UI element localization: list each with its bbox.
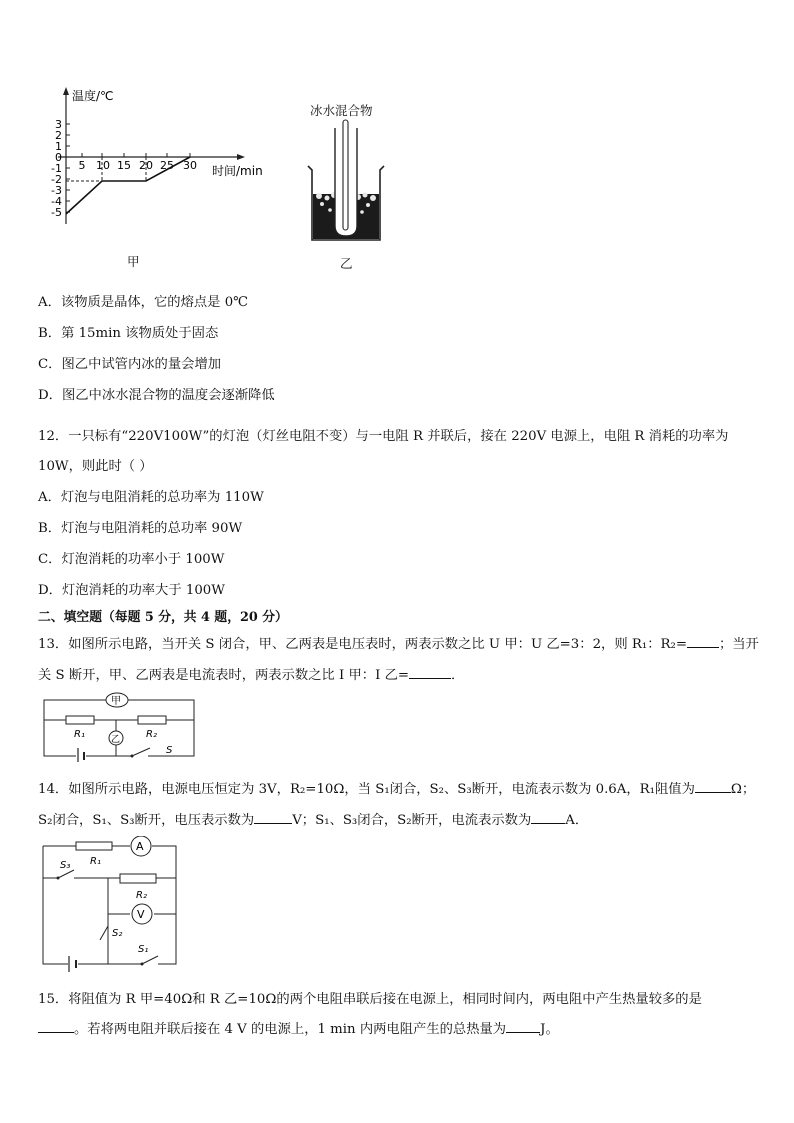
q12-option-b: B．灯泡与电阻消耗的总功率 90W	[38, 521, 243, 536]
label-r2: R₂	[136, 890, 147, 901]
x-axis-arrow	[237, 154, 245, 160]
q13-blank-ratio-r[interactable]	[687, 635, 719, 648]
switch-s2	[100, 926, 108, 940]
y-tick: -3	[51, 184, 62, 197]
y-tick: 2	[55, 129, 62, 142]
y-tick: -1	[51, 162, 62, 175]
q14-line1-tail: Ω；	[730, 782, 756, 797]
label-s1: S₁	[138, 944, 149, 955]
y-tick: 1	[55, 140, 62, 153]
x-tick: 5	[78, 159, 86, 172]
x-tick: 25	[160, 159, 174, 172]
figure-caption-jia: 甲	[127, 254, 140, 269]
y-tick: 3	[55, 118, 62, 131]
q14-blank-voltage[interactable]	[254, 811, 292, 824]
q13-blank-ratio-i[interactable]	[409, 666, 451, 679]
beaker-test-tube-figure	[302, 118, 392, 246]
label-r1: R₁	[74, 729, 85, 740]
q15-blank-heat[interactable]	[38, 1020, 74, 1033]
thermometer	[343, 120, 348, 230]
q15-line1: 15．将阻值为 R 甲=40Ω和 R 乙=10Ω的两个电阻串联后接在电源上，相同时间内，两电阻中产生热量较多的是	[38, 992, 702, 1007]
resistor-r2	[138, 716, 166, 724]
resistor-r2	[120, 874, 156, 883]
label-r2: R₂	[146, 729, 157, 740]
meter-yi-label: 乙	[111, 735, 121, 745]
y-ticks	[51, 118, 70, 219]
q11-option-d: D．图乙中冰水混合物的温度会逐渐降低	[38, 388, 275, 403]
q14-line1	[38, 778, 755, 797]
q11-option-a: A．该物质是晶体，它的熔点是 0℃	[38, 295, 249, 310]
resistor-r1	[76, 842, 112, 850]
q15-blank-total-heat[interactable]	[506, 1020, 540, 1033]
y-tick: -2	[51, 173, 62, 186]
q15-line2	[38, 1018, 559, 1037]
q13-line2-text: 关 S 断开，甲、乙两表是电流表时，两表示数之比 I 甲：I 乙=	[38, 668, 410, 683]
q13-line1-tail: ；当开	[718, 637, 759, 652]
q13-line1	[38, 633, 759, 652]
q12-stem-line1: 12．一只标有“220V100W”的灯泡（灯丝电阻不变）与一电阻 R 并联后，接在 220V 电源上，电阻 R 消耗的功率为	[38, 429, 729, 444]
temperature-time-graph	[48, 82, 278, 240]
label-s: S	[166, 745, 173, 756]
meter-jia-label: 甲	[111, 696, 121, 707]
x-tick: 20	[139, 159, 153, 172]
q14-line1-text: 14．如图所示电路，电源电压恒定为 3V，R₂=10Ω，当 S₁闭合，S₂、S₃断开，电流表示数为 0.6A，R₁阻值为	[38, 782, 695, 797]
q11-option-c: C．图乙中试管内冰的量会增加	[38, 357, 222, 372]
q14-blank-current[interactable]	[531, 811, 565, 824]
q13-line1-text: 13．如图所示电路，当开关 S 闭合，甲、乙两表是电压表时，两表示数之比 U 甲：U 乙=3：2，则 R₁：R₂=	[38, 637, 687, 652]
y-tick: -5	[51, 206, 62, 219]
ice-water-label: 冰水混合物	[310, 103, 373, 118]
q14-line2-tail: A．	[565, 813, 589, 828]
q11-option-b: B．第 15min 该物质处于固态	[38, 326, 219, 341]
x-tick: 15	[117, 159, 131, 172]
q14-line2-text: S₂闭合，S₁、S₃断开，电压表示数为	[38, 813, 255, 828]
y-tick: 0	[55, 151, 62, 164]
voltmeter-label: V	[137, 908, 145, 921]
section-heading: 二、填空题（每题 5 分，共 4 题，20 分）	[38, 610, 288, 625]
x-tick: 30	[183, 159, 197, 172]
y-tick: -4	[51, 195, 62, 208]
switch-s	[132, 748, 150, 756]
figure-caption-yi: 乙	[340, 256, 353, 271]
q12-stem-line2: 10W，则此时（ ）	[38, 459, 153, 474]
x-tick: 10	[96, 159, 110, 172]
q13-line2	[38, 664, 464, 683]
q12-option-c: C．灯泡消耗的功率小于 100W	[38, 552, 225, 567]
label-r1: R₁	[90, 856, 101, 867]
q12-option-a: A．灯泡与电阻消耗的总功率为 110W	[38, 490, 264, 505]
label-s3: S₃	[60, 860, 71, 871]
switch-s1	[142, 956, 158, 964]
y-axis-label: 温度/℃	[72, 89, 114, 103]
q14-line2	[38, 809, 588, 828]
q14-blank-r1[interactable]	[695, 780, 731, 793]
y-axis-arrow	[63, 87, 69, 95]
q15-line2-text: 。若将两电阻并联后接在 4 V 的电源上，1 min 内两电阻产生的总热量为	[74, 1022, 507, 1037]
x-axis-label: 时间/min	[212, 164, 263, 178]
q14-line2-mid: V；S₁、S₃闭合，S₂断开，电流表示数为	[292, 813, 532, 828]
q15-line2-tail: J。	[540, 1022, 559, 1037]
q12-option-d: D．灯泡消耗的功率大于 100W	[38, 583, 225, 598]
q14-circuit-diagram	[38, 836, 183, 972]
resistor-r1	[66, 716, 94, 724]
q13-line2-tail: ．	[451, 668, 465, 683]
switch-s3	[58, 870, 74, 878]
label-s2: S₂	[112, 928, 123, 939]
ammeter-label: A	[136, 840, 144, 853]
q13-circuit-diagram	[40, 690, 200, 762]
